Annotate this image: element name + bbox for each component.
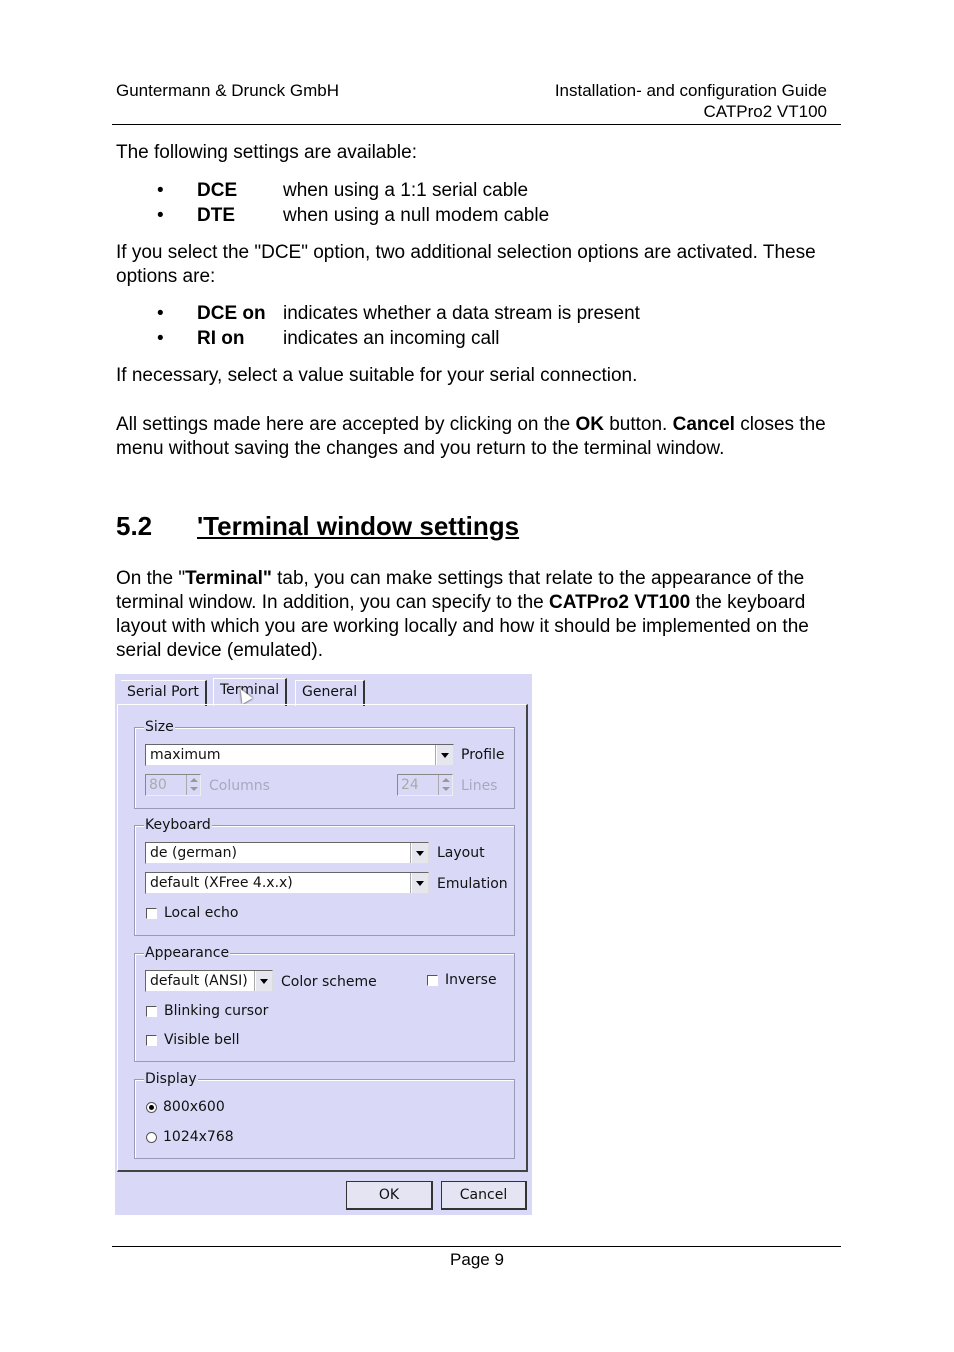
- display-1024-label: 1024x768: [163, 1129, 234, 1145]
- layout-select[interactable]: de (german): [145, 842, 429, 864]
- footer-rule: [112, 1246, 841, 1247]
- size-group-label: Size: [145, 719, 174, 735]
- lines-spinner[interactable]: 24: [397, 774, 453, 796]
- setting-desc-dce: when using a 1:1 serial cable: [283, 180, 529, 201]
- spinner-arrows-icon[interactable]: [438, 775, 452, 795]
- display-800-label: 800x600: [163, 1099, 225, 1115]
- setting-term-dte: DTE: [197, 205, 235, 226]
- spinner-arrows-icon[interactable]: [186, 775, 200, 795]
- emulation-label: Emulation: [437, 876, 508, 892]
- option-term-dce-on: DCE on: [197, 303, 266, 324]
- header-company: Guntermann & Drunck GmbH: [116, 81, 339, 100]
- necessary-paragraph: If necessary, select a value suitable for your serial connection.: [116, 365, 638, 386]
- intro-paragraph: The following settings are available:: [116, 142, 418, 163]
- chevron-down-icon[interactable]: [255, 971, 272, 991]
- terminal-paragraph: On the "Terminal" tab, you can make settings that relate to the appearance of the terminal window. In addition, you can specify to the CATPro2 VT100 the keyboard layout with which you are working locally and how it should be implemented on the serial device (emulated).: [116, 568, 809, 661]
- header-rule: [112, 124, 841, 125]
- section-number: 5.2: [116, 511, 153, 541]
- option-term-ri-on: RI on: [197, 328, 245, 349]
- option-desc-dce-on: indicates whether a data stream is present: [283, 303, 640, 324]
- page-number: Page 9: [450, 1250, 504, 1269]
- color-scheme-select[interactable]: default (ANSI): [145, 970, 273, 992]
- profile-label: Profile: [461, 747, 505, 763]
- local-echo-label: Local echo: [164, 905, 239, 921]
- chevron-down-icon[interactable]: [411, 873, 428, 893]
- tab-general[interactable]: General: [295, 680, 365, 706]
- display-group: [134, 1071, 515, 1159]
- layout-label: Layout: [437, 845, 485, 861]
- terminal-settings-dialog: [115, 674, 532, 1215]
- bullet-icon: •: [157, 328, 164, 349]
- header-guide-title: Installation- and configuration Guide: [554, 81, 827, 100]
- blinking-cursor-label: Blinking cursor: [164, 1003, 269, 1019]
- tab-panel: [117, 704, 528, 1172]
- appearance-group-label: Appearance: [145, 945, 230, 961]
- appearance-group: [134, 945, 515, 1062]
- size-group: [134, 719, 515, 809]
- accept-paragraph: All settings made here are accepted by clicking on the OK button. Cancel closes the menu without saving the changes and you return to the terminal window.: [116, 414, 826, 459]
- ok-button[interactable]: OK: [346, 1181, 433, 1210]
- cancel-button[interactable]: Cancel: [441, 1181, 527, 1210]
- section-title: 'Terminal window settings: [197, 511, 520, 541]
- setting-desc-dte: when using a null modem cable: [283, 205, 550, 226]
- display-1024-radio[interactable]: [146, 1132, 157, 1143]
- keyboard-group-label: Keyboard: [145, 817, 211, 833]
- keyboard-group: [134, 817, 515, 936]
- display-800-radio[interactable]: [146, 1102, 157, 1113]
- chevron-down-icon[interactable]: [411, 843, 428, 863]
- emulation-select[interactable]: default (XFree 4.x.x): [145, 872, 429, 894]
- columns-label: Columns: [209, 778, 270, 794]
- display-group-label: Display: [145, 1071, 197, 1087]
- tab-serial-port[interactable]: Serial Port: [121, 680, 207, 706]
- profile-select[interactable]: maximum: [145, 744, 454, 766]
- setting-term-dce: DCE: [197, 180, 238, 201]
- bullet-icon: •: [157, 180, 164, 201]
- color-scheme-label: Color scheme: [281, 974, 377, 990]
- bullet-icon: •: [157, 303, 164, 324]
- inverse-label: Inverse: [445, 972, 497, 988]
- lines-label: Lines: [461, 778, 498, 794]
- local-echo-checkbox[interactable]: [146, 908, 157, 919]
- bullet-icon: •: [157, 205, 164, 226]
- visible-bell-label: Visible bell: [164, 1032, 240, 1048]
- visible-bell-checkbox[interactable]: [146, 1035, 157, 1046]
- header-product: CATPro2 VT100: [703, 102, 827, 121]
- blinking-cursor-checkbox[interactable]: [146, 1006, 157, 1017]
- chevron-down-icon[interactable]: [436, 745, 453, 765]
- option-desc-ri-on: indicates an incoming call: [283, 328, 500, 349]
- columns-spinner[interactable]: 80: [145, 774, 201, 796]
- dce-paragraph: If you select the "DCE" option, two additional selection options are activated. These options are:: [116, 242, 816, 287]
- inverse-checkbox[interactable]: [427, 975, 438, 986]
- tab-terminal[interactable]: Terminal: [213, 678, 287, 706]
